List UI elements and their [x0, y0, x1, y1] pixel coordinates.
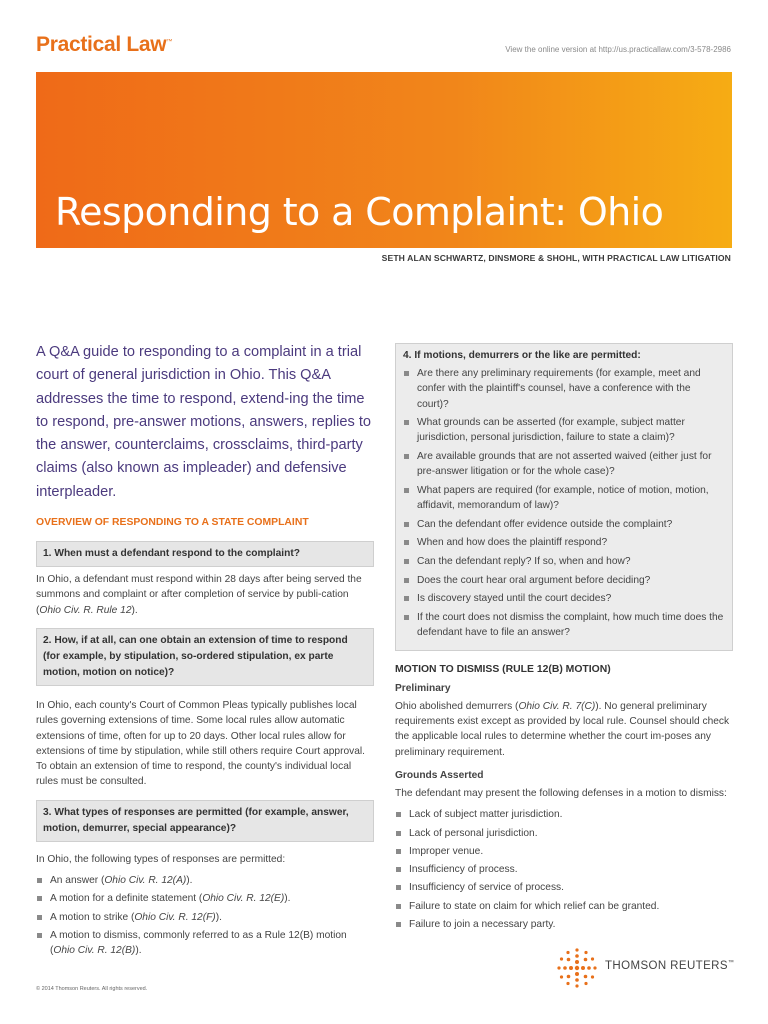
list-item-citation: Ohio Civ. R. 12(A)	[104, 875, 187, 887]
list-item-end: ).	[135, 945, 142, 957]
list-item	[395, 807, 733, 822]
bullet-icon	[396, 849, 401, 854]
intro-paragraph: A Q&A guide to responding to a complaint in a trial court of general jurisdiction in Ohio. This Q&A addresses the time to respond, extend-ing the time to respond, pre-answer motions, answers, replies to the answer, counterclaims, crossclaims, third-party claims (also known as impleader) and defensive interpleader.	[36, 344, 372, 500]
list-item-citation: Ohio Civ. R. 12(B)	[53, 945, 136, 957]
preliminary-text-end: ). No general preliminary requirements exist except as provided by local rule. Counsel should check the applicable local rules to determine whether the court im-poses any preliminary requirement.	[395, 700, 730, 758]
preliminary-citation: Ohio Civ. R. 7(C)	[518, 700, 596, 712]
list-item	[403, 610, 724, 641]
list-item	[403, 591, 724, 606]
list-item	[395, 917, 733, 932]
list-item-text: Lack of subject matter jurisdiction.	[409, 809, 563, 821]
list-item	[403, 415, 724, 446]
question-1-box: 1. When must a defendant respond to the complaint?	[36, 541, 374, 567]
bullet-icon	[396, 904, 401, 909]
list-item-end: ).	[215, 911, 222, 923]
bullet-icon	[404, 540, 409, 545]
question-4-box	[395, 343, 733, 651]
brand-name: THOMSON REUTERS	[605, 960, 728, 972]
list-item-text: What grounds can be asserted (for example, subject matter jurisdiction, personal jurisdiction, failure to state a claim)?	[417, 417, 685, 444]
bullet-icon	[37, 933, 42, 938]
bullet-icon	[404, 420, 409, 425]
bullet-icon	[37, 915, 42, 920]
bullet-icon	[396, 885, 401, 890]
bullet-icon	[404, 578, 409, 583]
answer-2: In Ohio, each county's Court of Common Pleas typically publishes local rules governing extensions of time. Some local rules allow automatic extensions of time, often for up to 20 days. Other local rules allow for extensions of time by stipulation, while still others require Court approval. To obtain an extension of time to respond, the county's individual local rules must be consulted.	[36, 699, 365, 788]
thomson-reuters-dots-icon	[555, 946, 599, 990]
bullet-icon	[404, 522, 409, 527]
list-item-text: Improper venue.	[409, 845, 484, 857]
list-item	[403, 449, 724, 480]
bullet-icon	[404, 454, 409, 459]
list-item	[403, 483, 724, 514]
preliminary-text: Ohio abolished demurrers (	[395, 700, 519, 712]
bullet-icon	[396, 922, 401, 927]
question-3-box: 3. What types of responses are permitted (for example, answer, motion, demurrer, special appearance)?	[36, 800, 374, 842]
list-item-text: Is discovery stayed until the court decides?	[417, 593, 612, 605]
list-item	[403, 535, 724, 550]
list-item-end: ).	[284, 893, 291, 905]
list-item-text: Insufficiency of process.	[409, 864, 518, 876]
list-item	[36, 928, 374, 959]
list-item-text: Can the defendant offer evidence outside the complaint?	[417, 518, 673, 530]
list-item	[395, 880, 733, 895]
answer-1-citation: Ohio Civ. R. Rule 12	[39, 604, 132, 616]
preliminary-heading: Preliminary	[395, 682, 451, 694]
title-banner	[36, 72, 732, 248]
list-item-text: Failure to state on claim for which relief can be granted.	[409, 900, 660, 912]
list-item-text: When and how does the plaintiff respond?	[417, 537, 608, 549]
bullet-icon	[404, 371, 409, 376]
answer-1-end: ).	[131, 604, 138, 616]
list-item-text: Are available grounds that are not asserted waived (either just for pre-answer litigation or for the whole case)?	[417, 451, 712, 478]
brand-trademark: ™	[727, 960, 735, 966]
list-item-text: A motion to strike (	[50, 911, 135, 923]
list-item	[36, 873, 374, 888]
list-item	[395, 862, 733, 877]
list-item-text: A motion for a definite statement (	[50, 893, 203, 905]
right-column	[395, 343, 733, 935]
bullet-icon	[396, 812, 401, 817]
bullet-icon	[404, 488, 409, 493]
copyright-footer: © 2014 Thomson Reuters. All rights reserved.	[36, 986, 148, 992]
grounds-intro: The defendant may present the following defenses in a motion to dismiss:	[395, 787, 727, 799]
list-item	[395, 899, 733, 914]
question-4-list	[403, 366, 724, 640]
question-4-title: 4. If motions, demurrers or the like are permitted:	[403, 350, 641, 361]
list-item	[395, 826, 733, 841]
page-title: Responding to a Complaint: Ohio	[55, 190, 664, 234]
preliminary-paragraph	[395, 699, 733, 760]
list-item-text: Insufficiency of service of process.	[409, 882, 564, 894]
logo-text: Practical Law	[36, 33, 167, 56]
response-types-list	[36, 873, 374, 958]
list-item-citation: Ohio Civ. R. 12(E)	[202, 893, 285, 905]
bullet-icon	[396, 867, 401, 872]
question-2-box: 2. How, if at all, can one obtain an extension of time to respond (for example, by stipulation, so-ordered stipulation, ex parte motion, motion on notice)?	[36, 628, 374, 686]
bullet-icon	[404, 615, 409, 620]
list-item	[403, 554, 724, 569]
list-item	[36, 891, 374, 906]
logo-trademark: ™	[166, 39, 173, 45]
left-column	[36, 341, 374, 962]
bullet-icon	[37, 878, 42, 883]
list-item	[395, 844, 733, 859]
list-item-text: Are there any preliminary requirements (for example, meet and confer with the plaintiff's counsel, have a conference with the court)?	[417, 368, 701, 410]
list-item	[403, 517, 724, 532]
list-item-text: If the court does not dismiss the complaint, how much time does the defendant have to file an answer?	[417, 611, 724, 639]
motion-to-dismiss-heading: MOTION TO DISMISS (RULE 12(B) MOTION)	[395, 663, 611, 675]
bullet-icon	[404, 559, 409, 564]
overview-heading: OVERVIEW OF RESPONDING TO A STATE COMPLAINT	[36, 517, 309, 529]
thomson-reuters-logo	[555, 946, 745, 990]
list-item-text: Lack of personal jurisdiction.	[409, 827, 538, 839]
list-item-text: Can the defendant reply? If so, when and how?	[417, 556, 631, 568]
bullet-icon	[37, 896, 42, 901]
answer-3-intro: In Ohio, the following types of responses are permitted:	[36, 853, 286, 865]
answer-1	[36, 572, 374, 618]
practical-law-logo	[36, 33, 172, 57]
grounds-list	[395, 807, 733, 932]
online-version-link[interactable]: View the online version at http://us.practicallaw.com/3-578-2986	[505, 45, 731, 54]
list-item-citation: Ohio Civ. R. 12(F)	[134, 911, 216, 923]
list-item	[36, 910, 374, 925]
list-item	[403, 573, 724, 588]
thomson-reuters-wordmark	[605, 960, 734, 972]
grounds-heading: Grounds Asserted	[395, 769, 484, 781]
list-item-text: What papers are required (for example, notice of motion, motion, affidavit, memorandum of law)?	[417, 484, 709, 512]
author-byline: SETH ALAN SCHWARTZ, DINSMORE & SHOHL, WITH PRACTICAL LAW LITIGATION	[381, 253, 731, 263]
list-item-text: Does the court hear oral argument before deciding?	[417, 574, 651, 586]
list-item	[403, 366, 724, 412]
bullet-icon	[396, 831, 401, 836]
answer-1-text: In Ohio, a defendant must respond within 28 days after being served the summons and complaint or after completion of service by publi-cation (	[36, 574, 362, 616]
list-item-text: An answer (	[50, 875, 105, 887]
list-item-end: ).	[186, 875, 193, 887]
bullet-icon	[404, 596, 409, 601]
list-item-text: A motion to dismiss, commonly referred to as a Rule 12(B) motion (	[50, 929, 347, 957]
list-item-text: Failure to join a necessary party.	[409, 918, 556, 930]
